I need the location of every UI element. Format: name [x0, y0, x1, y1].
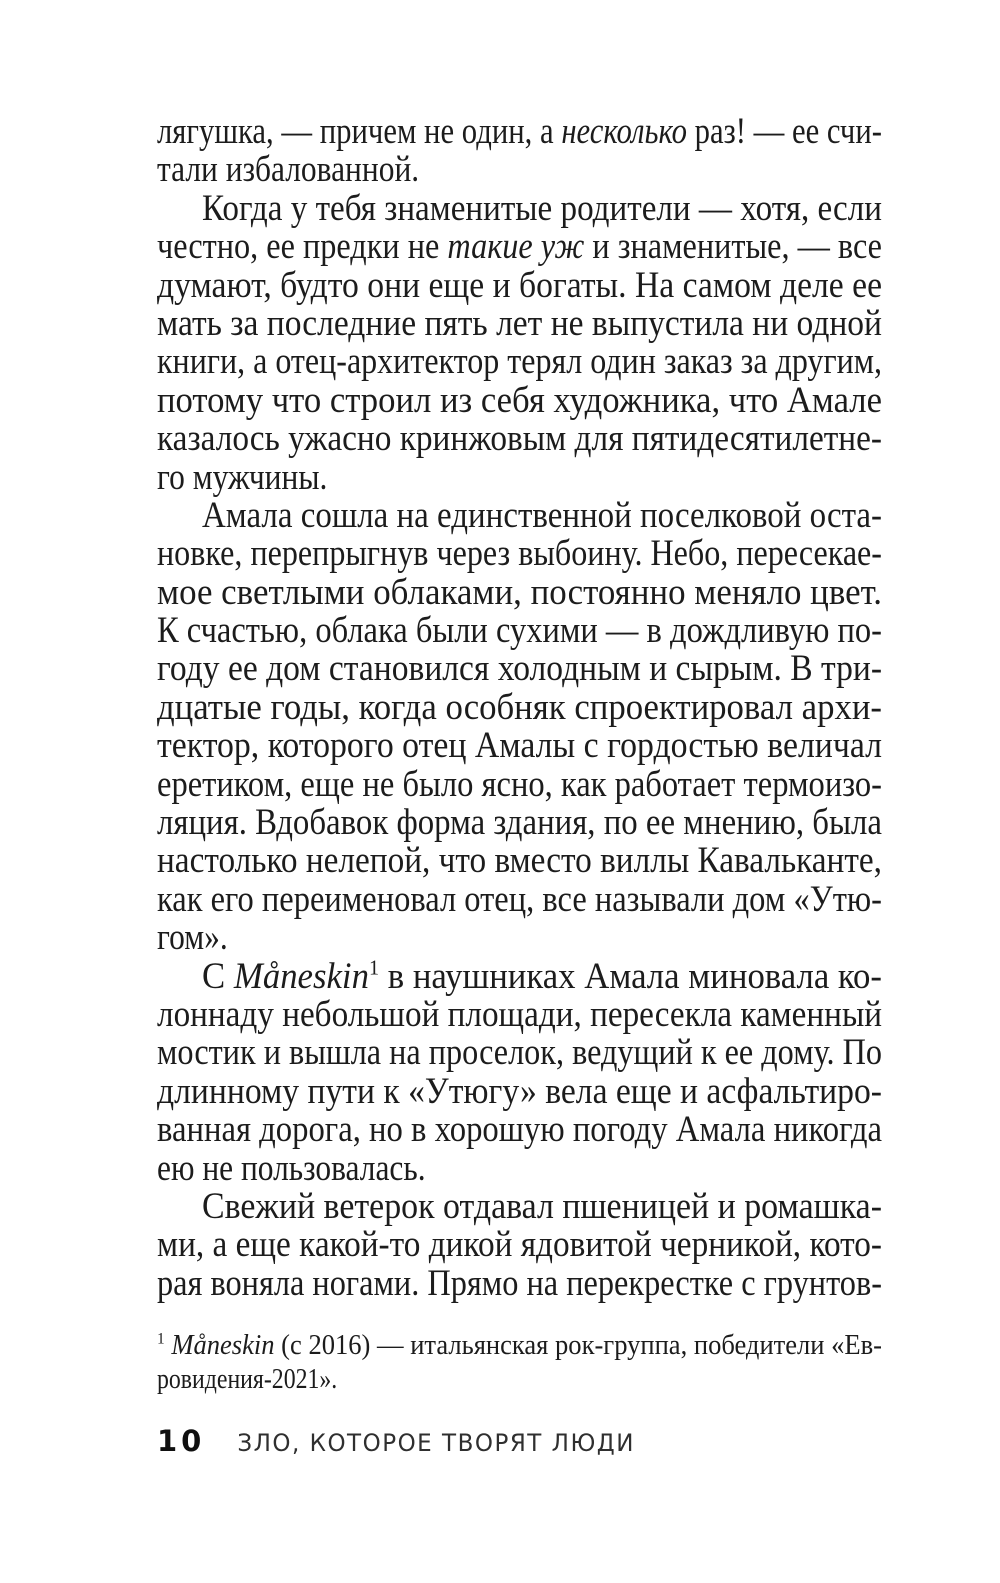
footnote-marker: 1	[157, 1329, 165, 1348]
page-number: 10	[157, 1424, 206, 1458]
text-line: книги, а отец-архитектор терял один заказ за другим,	[157, 341, 882, 383]
text-line: как его переименовал отец, все называли дом «Утю-	[157, 878, 882, 920]
text-line: потому что строил из себя художника, что Амале	[157, 379, 882, 421]
text-line: ею не пользовалась.	[157, 1147, 426, 1189]
text-line: дцатые годы, когда особняк спроектировал архи-	[157, 686, 882, 728]
running-title: ЗЛО, КОТОРОЕ ТВОРЯТ ЛЮДИ	[237, 1429, 635, 1457]
body-text	[157, 113, 882, 1303]
text-line: рая воняла ногами. Прямо на перекрестке с грунтов-	[157, 1262, 882, 1304]
text-line: году ее дом становился холодным и сырым. В три-	[157, 648, 882, 690]
text-line: С Måneskin$^1$ в наушниках Амала миновала ко-	[202, 955, 882, 997]
text-line: К счастью, облака были сухими — в дождливую по-	[157, 610, 882, 652]
text-line: Свежий ветерок отдавал пшеницей и ромашка-	[202, 1185, 882, 1227]
text-line: ми, а еще какой-то дикой ядовитой черникой, кото-	[157, 1224, 882, 1266]
text-line: длинному пути к «Утюгу» вела еще и асфальтиро-	[157, 1070, 882, 1112]
text-line: тали избалованной.	[157, 149, 420, 191]
text-line: Когда у тебя знаменитые родители — хотя, если	[202, 187, 882, 229]
text-line: казалось ужасно кринжовым для пятидесятилетне-	[157, 418, 882, 460]
text-line: ляция. Вдобавок форма здания, по ее мнению, была	[157, 802, 882, 844]
text-line: новке, перепрыгнув через выбоину. Небо, пересекае-	[157, 533, 882, 575]
text-line: гом».	[157, 917, 228, 959]
text-line: еретиком, еще не было ясно, как работает термоизо-	[157, 763, 882, 805]
text-line: Амала сошла на единственной поселковой оста-	[202, 494, 882, 536]
footnote	[157, 1329, 882, 1397]
text-line: честно, ее предки не такие уж и знаменитые, — все	[157, 226, 882, 268]
text-line: ванная дорога, но в хорошую погоду Амала никогда	[157, 1109, 882, 1151]
text-line: ровидения-2021».	[157, 1364, 338, 1395]
text-line: мать за последние пять лет не выпустила ни одной	[157, 302, 882, 344]
text-line: $^1$ Måneskin (с 2016) — итальянская рок-группа, победители «Ев-	[157, 1329, 882, 1361]
text-line: лоннаду небольшой площади, пересекла каменный	[157, 993, 882, 1035]
text-line: думают, будто они еще и богаты. На самом деле ее	[157, 264, 882, 306]
text-line: го мужчины.	[157, 456, 328, 498]
text-line: лягушка, — причем не один, а несколько раз! — ее счи-	[157, 111, 882, 152]
page-footer	[157, 1424, 882, 1458]
text-line: тектор, которого отец Амалы с гордостью величал	[157, 725, 882, 767]
text-line: настолько нелепой, что вместо виллы Кавальканте,	[157, 840, 882, 882]
text-line: мое светлыми облаками, постоянно меняло цвет.	[157, 571, 882, 613]
footnote-marker: 1	[368, 955, 380, 980]
text-line: мостик и вышла на проселок, ведущий к ее дому. По	[157, 1032, 882, 1074]
